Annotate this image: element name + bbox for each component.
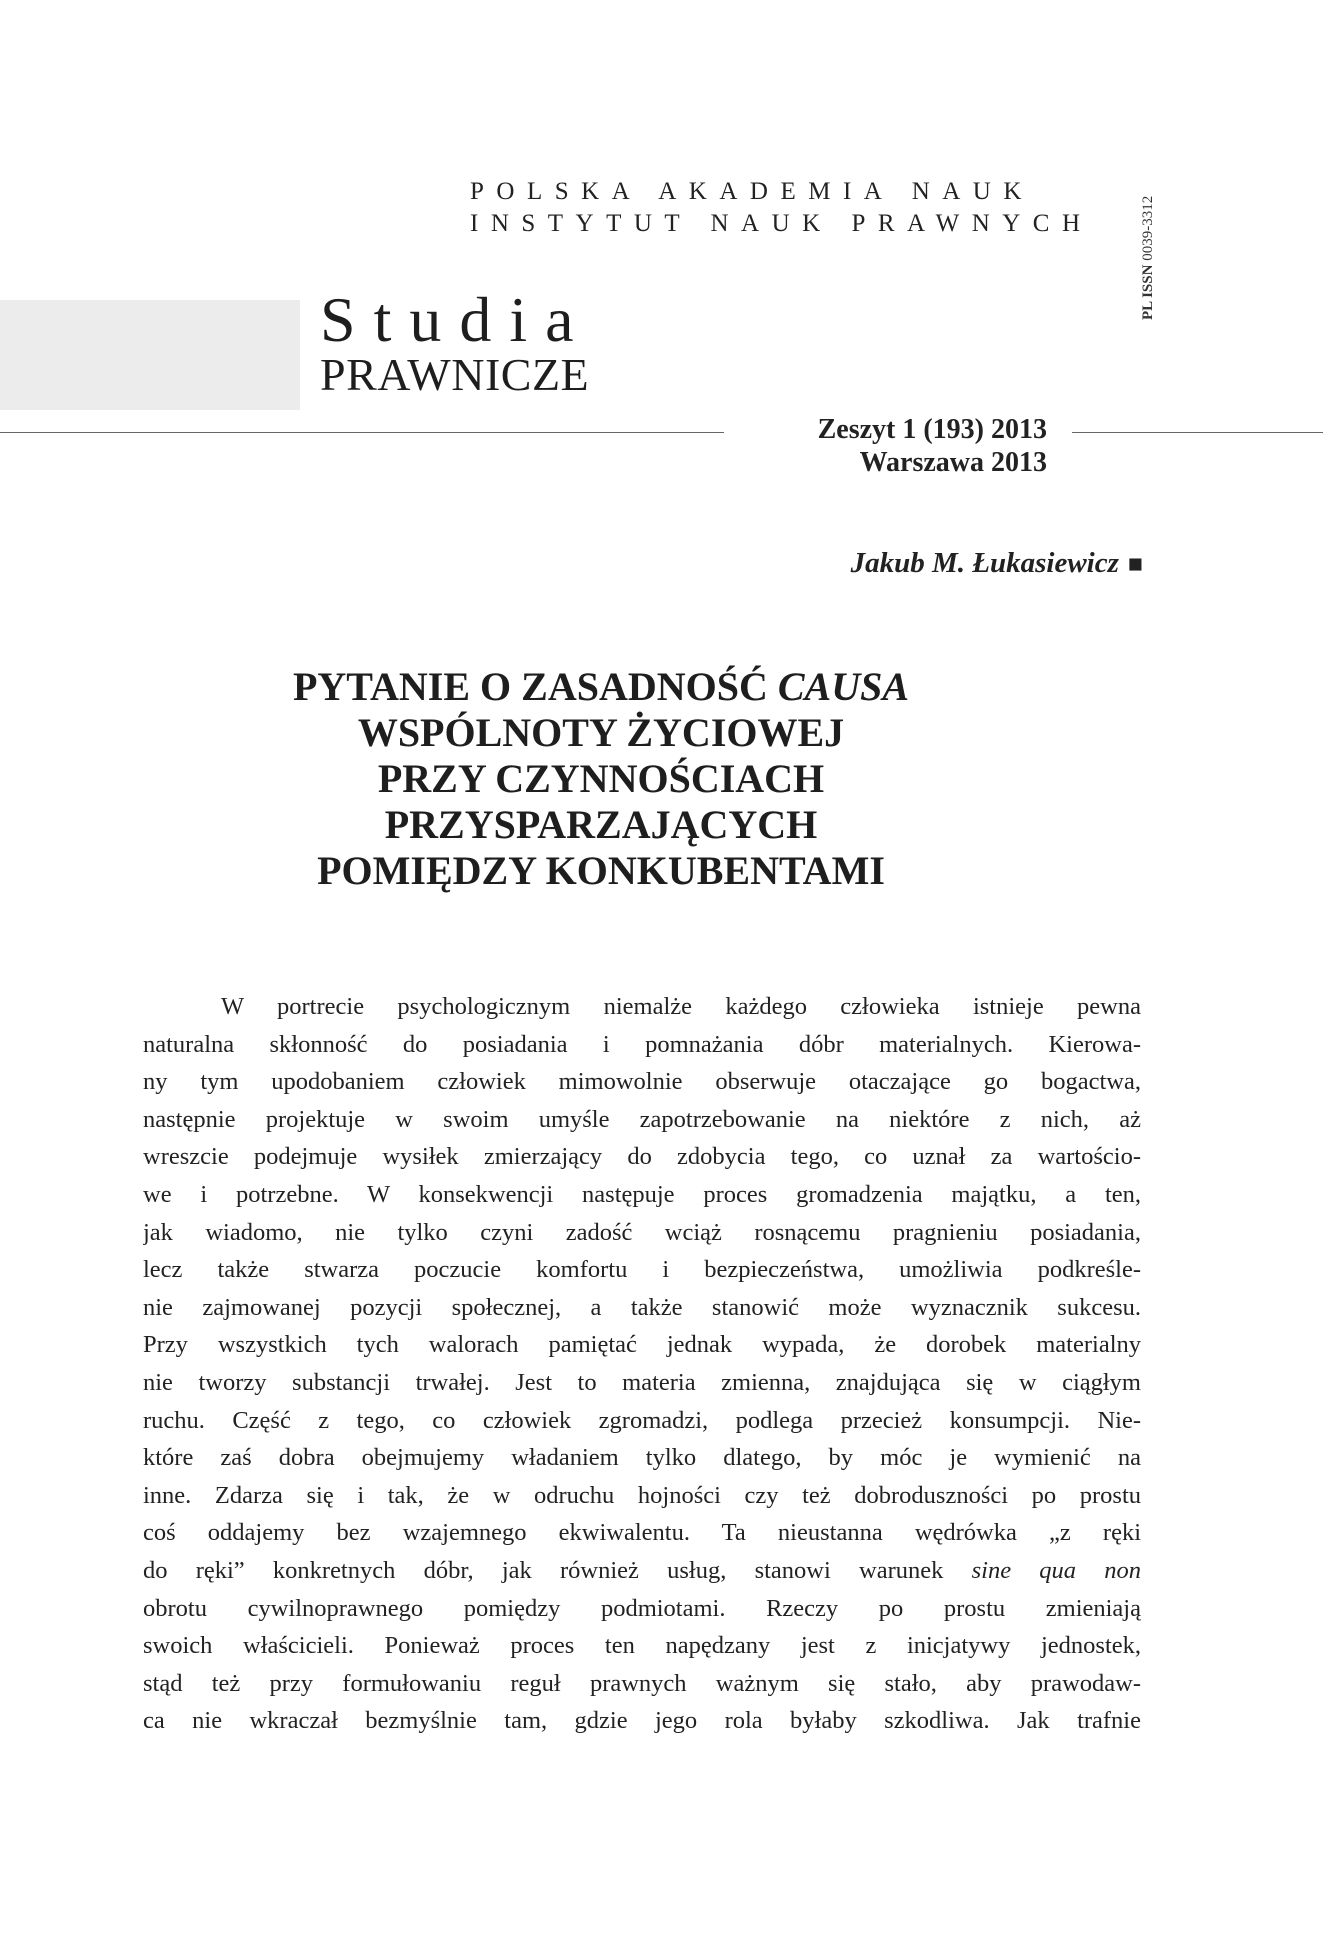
body-line: ca nie wkraczał bezmyślnie tam, gdzie jego rola byłaby szkodliwa. Jak trafnie — [143, 1707, 1141, 1735]
journal-title — [320, 284, 592, 400]
body-line: ny tym upodobaniem człowiek mimowolnie obserwuje otaczające go bogactwa, — [143, 1068, 1141, 1096]
journal-title-main: Studia — [320, 284, 592, 355]
body-line: które zaś dobra obejmujemy władaniem tylko dlatego, by móc je wymienić na — [143, 1444, 1141, 1472]
body-line: naturalna skłonność do posiadania i pomnażania dóbr materialnych. Kierowa- — [143, 1030, 1141, 1058]
body-line: W portrecie psychologicznym niemalże każdego człowieka istnieje pewna — [221, 993, 1141, 1020]
institution-line-1: POLSKA AKADEMIA NAUK — [470, 178, 1034, 205]
body-line: wreszcie podejmuje wysiłek zmierzający do zdobycia tego, co uznał za wartościo- — [143, 1143, 1141, 1171]
issn-number: 0039-3312 — [1140, 195, 1156, 261]
body-line-16-italic: sine qua non — [971, 1556, 1141, 1584]
title-line-5: POMIĘDZY KONKUBENTAMI — [317, 848, 885, 893]
issn — [1140, 196, 1157, 320]
title-line-3: PRZY CZYNNOŚCIACH — [377, 756, 825, 801]
title-line-1-text: PYTANIE O ZASADNOŚĆ — [292, 664, 768, 709]
institution-header — [470, 176, 1170, 240]
article-title — [180, 664, 1022, 894]
body-line: ruchu. Część z tego, co człowiek zgromadzi, podlega przecież konsumpcji. Nie- — [143, 1406, 1141, 1434]
journal-title-sub: PRAWNICZE — [320, 349, 590, 400]
header-rule-right — [1072, 432, 1323, 433]
body-line: obrotu cywilnoprawnego pomiędzy podmiotami. Rzeczy po prostu zmieniają — [143, 1594, 1141, 1622]
body-line: nie tworzy substancji trwałej. Jest to materia zmienna, znajdująca się w ciągłym — [143, 1368, 1141, 1396]
author-marker: ■ — [1127, 551, 1143, 578]
author-name: Jakub M. Łukasiewicz — [850, 547, 1119, 579]
body-line-16-text: do ręki” konkretnych dóbr, jak również usług, stanowi warunek — [143, 1556, 944, 1584]
title-line-2: WSPÓLNOTY ŻYCIOWEJ — [357, 710, 845, 755]
body-line: we i potrzebne. W konsekwencji następuje proces gromadzenia majątku, a ten, — [143, 1180, 1141, 1208]
header-rule-left — [0, 432, 724, 433]
issue-info — [818, 413, 1047, 479]
body-line: inne. Zdarza się i tak, że w odruchu hojności czy też dobroduszności po prostu — [143, 1481, 1141, 1509]
body-line: nie zajmowanej pozycji społecznej, a także stanowić może wyznacznik sukcesu. — [143, 1293, 1141, 1321]
title-line-1-italic: CAUSA — [777, 664, 910, 709]
body-paragraph — [143, 988, 1141, 1740]
title-line-4: PRZYSPARZAJĄCYCH — [384, 802, 818, 847]
author — [851, 547, 1143, 580]
body-line: coś oddajemy bez wzajemnego ekwiwalentu. Ta nieustanna wędrówka „z ręki — [143, 1519, 1141, 1547]
journal-gray-band — [0, 300, 300, 410]
body-line: lecz także stwarza poczucie komfortu i bezpieczeństwa, umożliwia podkreśle- — [143, 1256, 1141, 1284]
body-line: stąd też przy formułowaniu reguł prawnych ważnym się stało, aby prawodaw- — [143, 1669, 1141, 1697]
body-line: swoich właścicieli. Ponieważ proces ten napędzany jest z inicjatywy jednostek, — [143, 1632, 1141, 1660]
issue-number: Zeszyt 1 (193) 2013 — [817, 414, 1047, 445]
title-line-1 — [180, 664, 1022, 710]
body-line — [143, 1552, 1141, 1590]
issue-place-year: Warszawa 2013 — [859, 447, 1047, 478]
body-line: jak wiadomo, nie tylko czyni zadość wciąż rosnącemu pragnieniu posiadania, — [143, 1218, 1141, 1246]
body-line: Przy wszystkich tych walorach pamiętać jednak wypada, że dorobek materialny — [143, 1331, 1141, 1359]
institution-line-2: INSTYTUT NAUK PRAWNYCH — [470, 210, 1093, 237]
issn-prefix: PL ISSN — [1140, 264, 1156, 320]
body-line: następnie projektuje w swoim umyśle zapotrzebowanie na niektóre z nich, aż — [143, 1105, 1141, 1133]
